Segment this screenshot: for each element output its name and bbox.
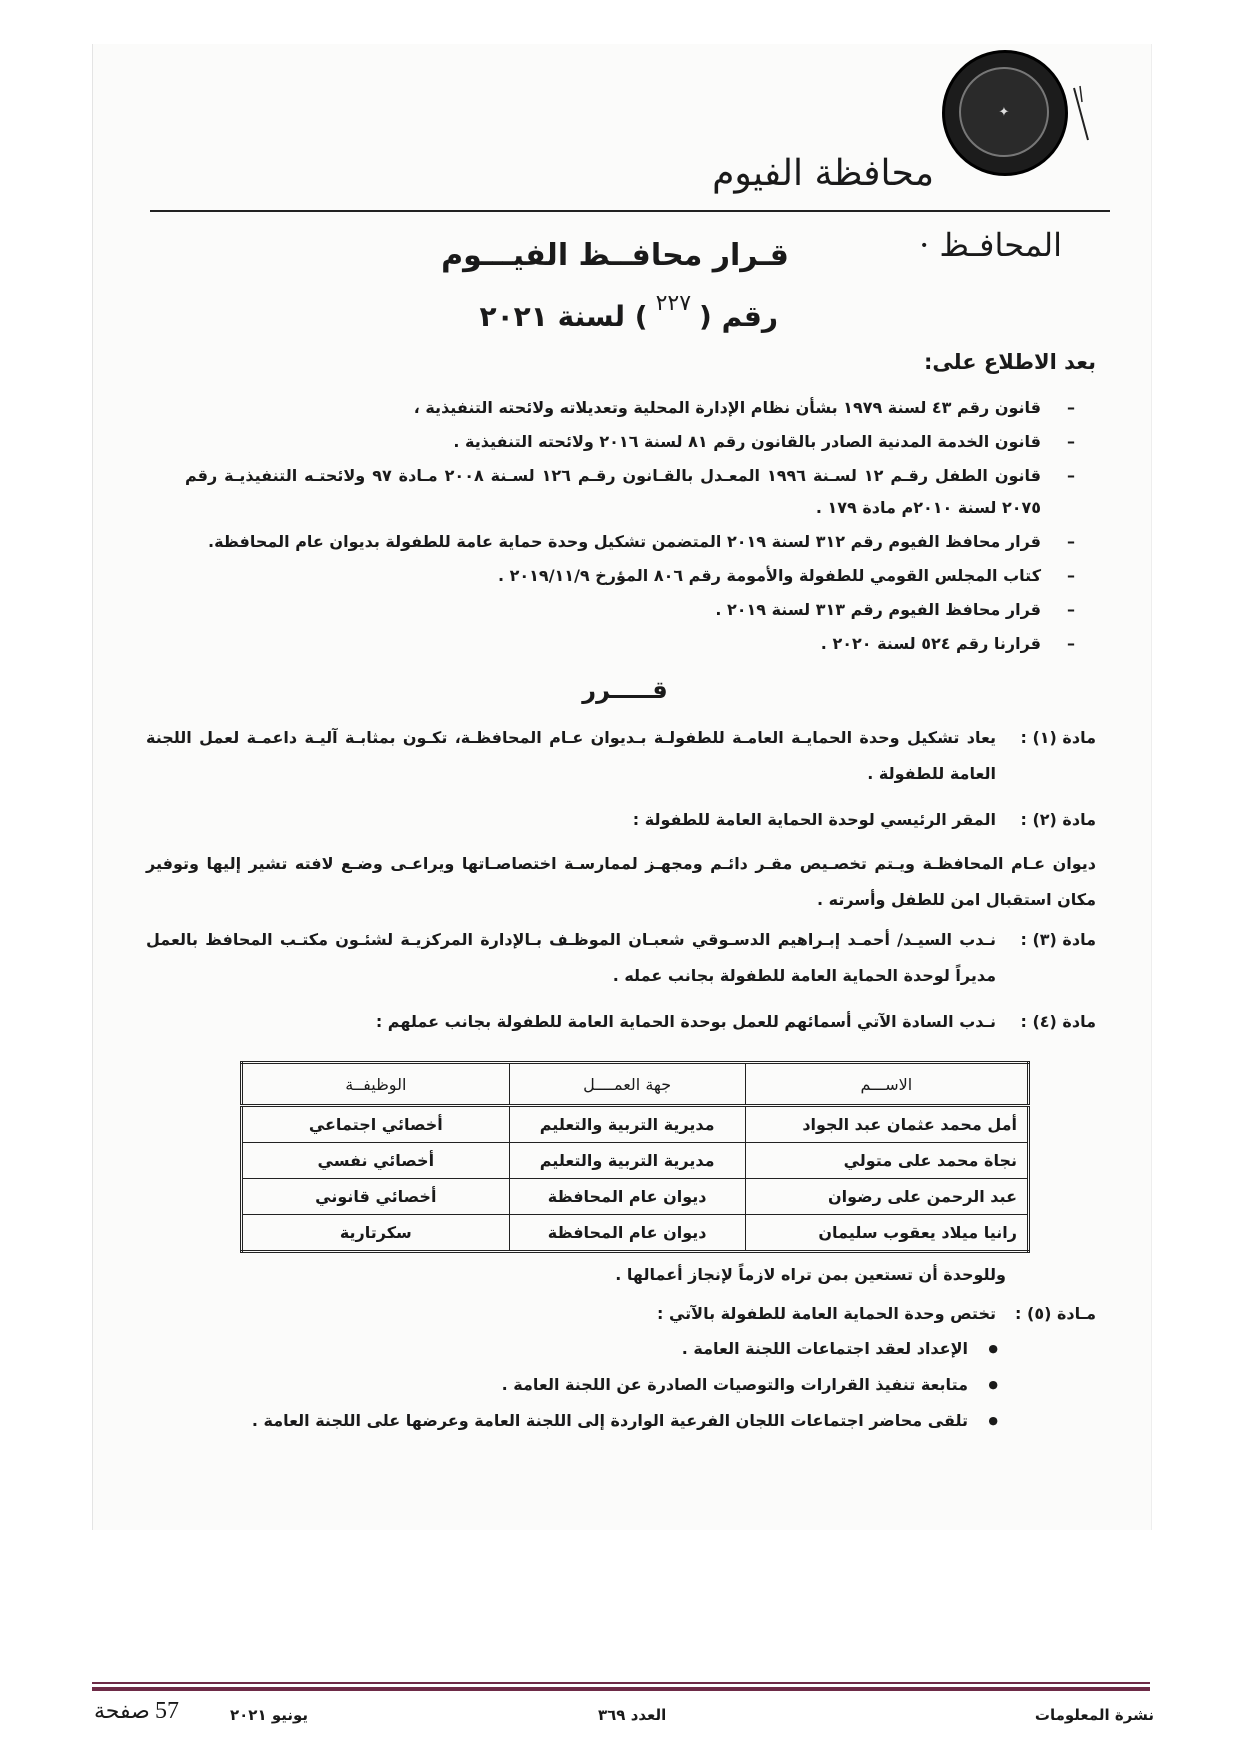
table-row [242,1179,1029,1215]
cell-name: رانيا ميلاد يعقوب سليمان [745,1215,1028,1252]
unit-note: وللوحدة أن تستعين بمن تراه لازماً لإنجاز أعمالها . [615,1265,1006,1284]
preamble-item: – قانون الطفل رقـم ١٢ لسـنة ١٩٩٦ المعـدل بالقـانون رقـم ١٢٦ لسـنة ٢٠٠٨ مـادة ٩٧ ولائحتـه التنفيذيـة رقم ٢٠٧٥ لسنة ٢٠١٠م مادة ١٧٩ . [185,460,1075,524]
article-1 [146,720,1096,792]
decree-title: قـرار محافــظ الفيـــوم [441,238,789,273]
governorate-seal-icon [942,50,1068,176]
decided-heading: قـــــرر [582,676,668,704]
office-label: المحافـظ · [919,226,1062,264]
column-header-name: الاســـم [745,1063,1028,1106]
footer-rule-thick [92,1687,1150,1691]
table-header-row [242,1063,1029,1106]
footer-page-label: صفحة [94,1698,150,1723]
column-header-dept: جهة العمــــل [509,1063,745,1106]
footer-rule [92,1682,1150,1684]
preamble-list [185,392,1075,662]
article-body: يعاد تشكيل وحدة الحمايـة العامـة للطفولـة بـديوان عـام المحافظـة، تكـون بمثابـة آليـة داعمـة لعمل اللجنة العامة للطفولة . [146,728,996,783]
article-head: مادة (١) : [1020,728,1096,747]
cell-name: أمل محمد عثمان عبد الجواد [745,1106,1028,1143]
seal-emblem: ✦ [959,67,1049,157]
preamble-item: – كتاب المجلس القومي للطفولة والأمومة رقم ٨٠٦ المؤرخ ٢٠١٩/١١/٩ . [185,560,1075,592]
footer-page-number: 57 [155,1698,180,1724]
article-3 [146,922,1096,994]
duties-list [198,1332,998,1440]
cell-role: أخصائي نفسي [242,1143,510,1179]
decree-number-prefix: رقم ( [699,300,778,333]
cell-dept: مديرية التربية والتعليم [509,1143,745,1179]
article-body: نـدب السادة الآتي أسمائهم للعمل بوحدة الحماية العامة للطفولة بجانب عملهم : [375,1012,996,1031]
staff-table [240,1061,1030,1253]
article-body: ديوان عـام المحافظـة ويـتم تخصـيص مقـر دائـم ومجهـز لممارسـة اختصاصـاتها ويراعـى وضـع لافته تشير إليها وتوفير مكان استقبال امن للطفل وأسرته . [146,854,1096,909]
article-head: مادة (٤) : [1020,1012,1096,1031]
cell-name: نجاة محمد على متولي [745,1143,1028,1179]
cell-role: سكرتارية [242,1215,510,1252]
article-head: مادة (٢) : [1020,810,1096,829]
article-head: مـادة (٥) : [1015,1304,1096,1323]
cell-role: أخصائي قانوني [242,1179,510,1215]
column-header-role: الوظيفــة [242,1063,510,1106]
article-body: نـدب السيـد/ أحمـد إبـراهيم الدسـوقي شعبـان الموظـف بـالإدارة المركزيـة لشئـون مكتـب المحافظ بالعمل مديراً لوحدة الحماية العامة للطفولة بجانب عمله . [146,930,996,985]
article-head: مادة (٣) : [1020,930,1096,949]
preamble-item: – قرار محافظ الفيوم رقم ٣١٣ لسنة ٢٠١٩ . [185,594,1075,626]
footer-date: يونيو ٢٠٢١ [230,1706,309,1724]
preamble-item: – قانون رقم ٤٣ لسنة ١٩٧٩ بشأن نظام الإدارة المحلية وتعديلاته ولائحته التنفيذية ، [185,392,1075,424]
duty-item: ● الإعداد لعقد اجتماعات اللجنة العامة . [198,1332,998,1366]
preamble-item: – قرار محافظ الفيوم رقم ٣١٢ لسنة ٢٠١٩ المتضمن تشكيل وحدة حماية عامة للطفولة بديوان عام المحافظة. [185,526,1075,558]
cell-role: أخصائي اجتماعي [242,1106,510,1143]
footer-issue: العدد ٣٦٩ [598,1706,667,1724]
preamble-intro: بعد الاطلاع على: [924,350,1096,374]
decree-number: ٢٢٧ [655,291,692,316]
cell-dept: مديرية التربية والتعليم [509,1106,745,1143]
article-5 [146,1296,1096,1332]
letterhead-divider [150,210,1110,212]
article-2 [146,802,1096,918]
governorate-name: محافظة الفيوم [712,153,934,194]
decree-year: ) لسنة ٢٠٢١ [479,300,648,333]
footer-page [94,1698,179,1725]
article-lead: المقر الرئيسي لوحدة الحماية العامة للطفولة : [632,810,996,829]
table-row [242,1215,1029,1252]
cell-dept: ديوان عام المحافظة [509,1179,745,1215]
decree-number-line [479,291,779,333]
cell-name: عبد الرحمن على رضوان [745,1179,1028,1215]
duty-item: ● متابعة تنفيذ القرارات والتوصيات الصادرة عن اللجنة العامة . [198,1368,998,1402]
preamble-item: – قانون الخدمة المدنية الصادر بالقانون رقم ٨١ لسنة ٢٠١٦ ولائحته التنفيذية . [185,426,1075,458]
article-4 [146,1004,1096,1040]
cell-dept: ديوان عام المحافظة [509,1215,745,1252]
page-mark-icon [1070,84,1092,144]
article-body: تختص وحدة الحماية العامة للطفولة بالآتي : [657,1304,996,1323]
preamble-item: – قرارنا رقم ٥٢٤ لسنة ٢٠٢٠ . [185,628,1075,660]
table-row [242,1143,1029,1179]
table-row [242,1106,1029,1143]
footer-publication: نشرة المعلومات [1034,1706,1154,1724]
duty-item: ● تلقى محاضر اجتماعات اللجان الفرعية الواردة إلى اللجنة العامة وعرضها على اللجنة العامة . [198,1404,998,1438]
